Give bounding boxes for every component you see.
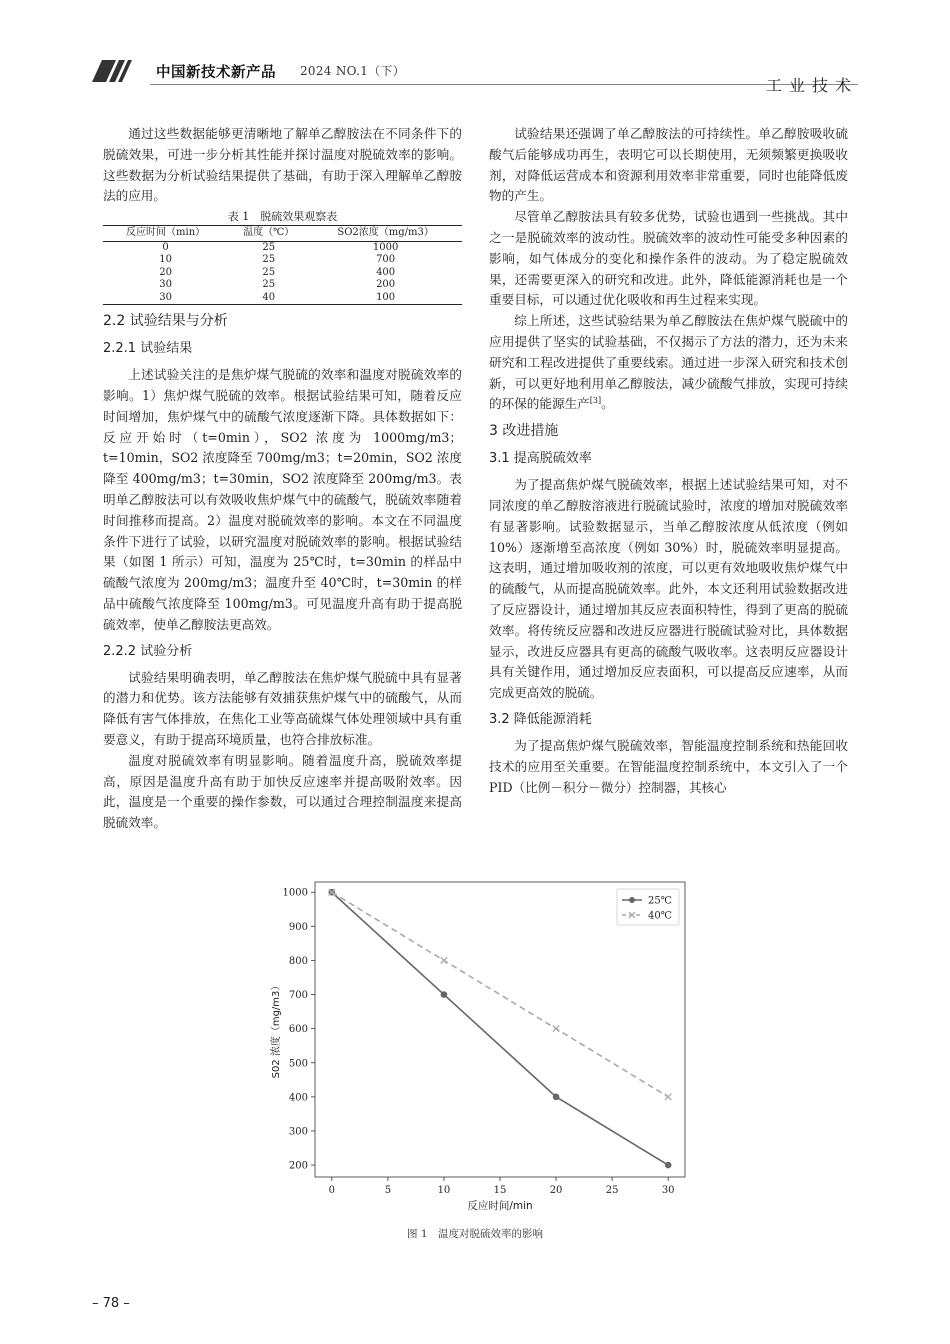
- right-column: [489, 124, 848, 798]
- summary-paragraph: [489, 311, 848, 415]
- journal-title: 中国新技术新产品: [156, 65, 276, 81]
- y-tick-label: 300: [288, 1126, 308, 1138]
- table-cell: 20: [159, 266, 172, 278]
- legend-label: 40℃: [648, 910, 672, 922]
- section-label: 工业技术: [765, 76, 858, 95]
- challenges-paragraph: 尽管单乙醇胺法具有较多优势，试验也遇到一些挑战。其中之一是脱硫效率的波动性。脱硫效率的波动性可能受多种因素的影响，如气体成分的变化和操作条件的波动。为了稳定脱硫效果，还需要更深入的研究和改进。此外，降低能源消耗也是一个重要目标，可以通过优化吸收和再生过程来实现。: [489, 209, 848, 308]
- x-tick-label: 0: [328, 1185, 336, 1196]
- table-row: [103, 267, 462, 280]
- data-point: [553, 1094, 560, 1101]
- y-tick-label: 500: [288, 1058, 308, 1070]
- section-2-2-1-heading: 2.2.1 试验结果: [103, 341, 193, 357]
- table-header-row: [103, 226, 462, 242]
- x-tick-label: 30: [661, 1185, 675, 1196]
- table-cell: 200: [376, 279, 396, 291]
- y-tick-label: 800: [288, 955, 308, 967]
- table-cell: 25: [262, 241, 276, 253]
- legend-marker: [629, 897, 635, 903]
- table-row: [103, 254, 462, 267]
- table-cell: 25: [262, 279, 276, 291]
- col-header-so2: SO2浓度（mg/m3）: [309, 226, 462, 242]
- y-tick-label: 400: [288, 1092, 308, 1104]
- journal-logo-icon: [92, 60, 138, 82]
- results-paragraph: 上述试验关注的是焦炉煤气脱硫的效率和温度对脱硫效率的影响。1）焦炉煤气脱硫的效率。根据试验结果可知，随着反应时间增加，焦炉煤气中的硫酸气浓度逐渐下降。具体数据如下：反应开始时（t=0min），SO2 浓度为 1000mg/m3；t=10min，SO2 浓度降至 700mg/m3；t=20min，SO2 浓度降至 400mg/m3；t=30min，SO2 浓度降至 200mg/m3。表明单乙醇胺法可以有效吸收焦炉煤气中的硫酸气，脱硫效率随着时间推移而提高。2）温度对脱硫效率的影响。本文在不同温度条件下进行了试验，以研究温度对脱硫效率的影响。根据试验结果（如图 1 所示）可知，温度为 25℃时，t=30min 的样品中硫酸气浓度为 200mg/m3；温度升至 40℃时，t=30min 的样品中硫酸气浓度降至 100mg/m3。可见温度升高有助于提高脱硫效率，使单乙醇胺法更高效。: [103, 367, 462, 632]
- intro-paragraph: 通过这些数据能够更清晰地了解单乙醇胺法在不同条件下的脱硫效果，可进一步分析其性能并探讨温度对脱硫效率的影响。这些数据为分析试验结果提供了基础，有助于深入理解单乙醇胺法的应用。: [103, 126, 462, 204]
- data-point: [441, 957, 447, 963]
- figure-caption: 图 1 温度对脱硫效率的影响: [406, 1228, 544, 1240]
- left-column: [103, 124, 462, 834]
- data-point: [441, 991, 448, 998]
- y-tick-label: 900: [288, 921, 308, 933]
- section-3-1-heading: 3.1 提高脱硫效率: [489, 451, 592, 467]
- table-cell: 10: [159, 254, 172, 266]
- journal-issue: 2024 NO.1（下）: [300, 64, 406, 78]
- table-body: [103, 241, 462, 305]
- legend-label: 25℃: [648, 895, 672, 907]
- section-3-heading: 3 改进措施: [489, 423, 559, 440]
- analysis-paragraph-2: 温度对脱硫效率有明显影响。随着温度升高，脱硫效率提高，原因是温度升高有助于加快反应速率并提高吸附效率。因此，温度是一个重要的操作参数，可以通过合理控制温度来提高脱硫效率。: [103, 752, 462, 831]
- data-point: [665, 1162, 672, 1169]
- page-number: – 78 –: [92, 1296, 130, 1311]
- x-tick-label: 20: [549, 1185, 563, 1196]
- line-chart: [265, 874, 695, 1219]
- y-tick-label: 700: [288, 990, 308, 1002]
- x-tick-label: 15: [493, 1185, 507, 1196]
- table-row: [103, 279, 462, 292]
- analysis-paragraph-1: 试验结果明确表明，单乙醇胺法在焦炉煤气脱硫中具有显著的潜力和优势。该方法能够有效捕获焦炉煤气中的硫酸气，从而降低有害气体排放，在焦化工业等高硫煤气体处理领域中具有重要意义，有助于提高环境质量，也符合排放标准。: [103, 669, 462, 747]
- col-header-time: 反应时间（min）: [103, 226, 228, 242]
- plot-frame: [315, 882, 685, 1177]
- x-tick-label: 5: [384, 1185, 392, 1196]
- summary-text: 综上所述，这些试验结果为单乙醇胺法在焦炉煤气脱硫中的应用提供了坚实的试验基础，不仅揭示了方法的潜力，还为未来研究和工程改进提供了重要线索。通过进一步深入研究和技术创新，可以更好地利用单乙醇胺法，减少硫酸气排放，实现可持续的环保的能源生产: [489, 313, 848, 412]
- table-cell: 0: [162, 241, 169, 253]
- section-2-2-heading: 2.2 试验结果与分析: [103, 313, 228, 330]
- table-row: [103, 292, 462, 305]
- header-rule: [150, 84, 858, 85]
- table-cell: 30: [103, 292, 228, 305]
- table-cell: 700: [376, 254, 396, 266]
- section-2-2-2-heading: 2.2.2 试验分析: [103, 643, 193, 659]
- x-tick-label: 25: [605, 1185, 619, 1196]
- table-cell: 400: [376, 266, 396, 278]
- table-cell: 25: [262, 266, 276, 278]
- table-cell: 100: [309, 292, 462, 305]
- page-header: [0, 0, 950, 110]
- data-point: [665, 1094, 671, 1100]
- table-cell: 40: [228, 292, 309, 305]
- x-axis-label: 反应时间/min: [467, 1200, 533, 1212]
- data-point: [553, 1025, 559, 1031]
- citation-ref: [3]: [589, 396, 602, 406]
- y-axis-label: S02 浓度（mg/m3）: [271, 980, 282, 1079]
- table-cell: 1000: [372, 241, 399, 253]
- series-line-0: [332, 892, 668, 1165]
- section-3-2-heading: 3.2 降低能源消耗: [489, 711, 592, 727]
- y-tick-label: 600: [288, 1024, 308, 1036]
- table-cell: 25: [262, 254, 276, 266]
- table-row: [103, 241, 462, 254]
- summary-end: 。: [601, 396, 614, 412]
- col-header-temp: 温度（℃）: [228, 226, 309, 242]
- desulfurization-table: [103, 225, 462, 305]
- x-tick-label: 10: [437, 1185, 451, 1196]
- table-cell: 30: [159, 279, 172, 291]
- y-tick-label: 200: [288, 1160, 308, 1172]
- efficiency-paragraph: 为了提高焦炉煤气脱硫效率，根据上述试验结果可知，对不同浓度的单乙醇胺溶液进行脱硫试验时，浓度的增加对脱硫效率有显著影响。试验数据显示，当单乙醇胺浓度从低浓度（例如 10%）逐渐增至高浓度（例如 30%）时，脱硫效率明显提高。这表明，通过增加吸收剂的浓度，可以更有效地吸收焦炉煤气中的硫酸气，从而提高脱硫效率。此外，本文还利用试验数据改进了反应器设计，通过增加其反应表面积特性，得到了更高的脱硫效率。将传统反应器和改进反应器进行脱硫试验对比，具体数据显示，改进反应器具有更高的硫酸气吸收率。这表明反应器设计具有关键作用，通过增加反应表面积，可以提高反应速率，从而完成更高效的脱硫。: [489, 477, 848, 701]
- table-caption: 表 1 脱硫效果观察表: [227, 210, 338, 224]
- y-tick-label: 1000: [282, 887, 308, 899]
- figure-1: [265, 874, 695, 1219]
- sustainability-paragraph: 试验结果还强调了单乙醇胺法的可持续性。单乙醇胺吸收硫酸气后能够成功再生，表明它可以长期使用，无须频繁更换吸收剂，对降低运营成本和资源利用效率非常重要，同时也能降低废物的产生。: [489, 126, 848, 204]
- energy-paragraph: 为了提高焦炉煤气脱硫效率，智能温度控制系统和热能回收技术的应用至关重要。在智能温度控制系统中，本文引入了一个 PID（比例－积分－微分）控制器，其核心: [489, 737, 848, 795]
